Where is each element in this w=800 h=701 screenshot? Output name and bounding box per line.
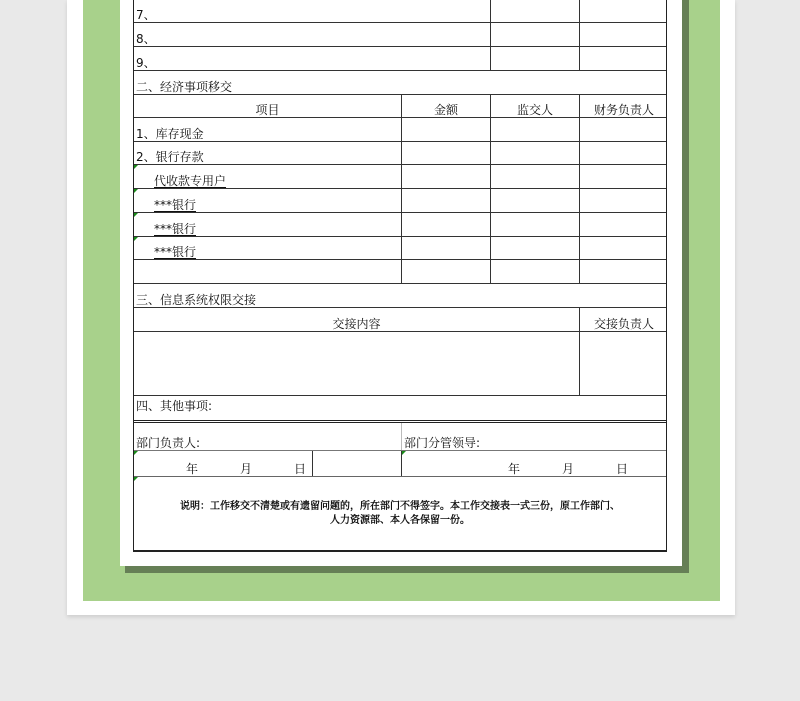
finance-head-cell[interactable] — [579, 165, 668, 188]
day-label: 日 — [294, 462, 307, 476]
content-cell[interactable] — [134, 332, 579, 395]
finance-head-cell[interactable] — [579, 118, 668, 141]
finance-head-cell[interactable] — [579, 237, 668, 259]
item-label: ***银行 — [154, 222, 197, 236]
supervisor-cell[interactable] — [490, 118, 579, 141]
cell[interactable] — [490, 0, 579, 22]
amount-cell[interactable] — [401, 142, 490, 164]
dept-leader-label: 部门分管领导: — [401, 423, 668, 450]
section4-title[interactable]: 四、其他事项: — [136, 399, 213, 413]
table-row — [134, 332, 666, 396]
item-label: ***银行 — [154, 245, 197, 259]
header-amount: 金额 — [401, 95, 490, 117]
finance-head-cell[interactable] — [579, 213, 668, 236]
dept-head-label: 部门负责人: — [136, 436, 201, 450]
cell[interactable] — [579, 23, 668, 46]
finance-head-cell[interactable] — [579, 189, 668, 212]
error-indicator-icon — [402, 451, 406, 455]
blank-cell[interactable] — [312, 451, 401, 476]
header-item: 项目 — [255, 103, 280, 117]
item-label: 1、库存现金 — [136, 127, 204, 141]
row-label: 7、 — [136, 8, 156, 22]
amount-cell[interactable] — [401, 118, 490, 141]
date-row — [134, 451, 666, 477]
table-row — [134, 142, 666, 165]
column-header-row — [134, 308, 666, 332]
month-label: 月 — [562, 462, 575, 476]
supervisor-cell[interactable] — [490, 165, 579, 188]
table-row — [134, 213, 666, 237]
supervisor-cell[interactable] — [490, 237, 579, 259]
error-indicator-icon — [134, 477, 138, 481]
amount-cell[interactable] — [401, 189, 490, 212]
table-row — [134, 237, 666, 260]
note-line-2: 人力资源部、本人各保留一份。 — [330, 515, 470, 526]
supervisor-cell[interactable] — [490, 260, 579, 283]
signature-row — [134, 423, 666, 451]
item-label[interactable] — [134, 260, 401, 283]
month-label: 月 — [240, 462, 253, 476]
amount-cell[interactable] — [401, 237, 490, 259]
header-content: 交接内容 — [332, 317, 381, 331]
amount-cell[interactable] — [401, 213, 490, 236]
item-label: 2、银行存款 — [136, 150, 204, 164]
supervisor-cell[interactable] — [490, 189, 579, 212]
table-row — [134, 260, 666, 284]
table-row — [134, 118, 666, 142]
cell[interactable] — [490, 23, 579, 46]
table-row — [134, 189, 666, 213]
year-label: 年 — [508, 462, 521, 476]
row-label: 9、 — [136, 56, 156, 70]
cell[interactable] — [579, 47, 668, 70]
supervisor-cell[interactable] — [490, 142, 579, 164]
table-row — [134, 47, 666, 71]
table-row — [134, 165, 666, 189]
dept-head-date[interactable] — [134, 451, 312, 476]
day-label: 日 — [616, 462, 629, 476]
table-row — [134, 0, 666, 23]
section-header — [134, 396, 666, 423]
amount-cell[interactable] — [401, 165, 490, 188]
section2-title: 二、经济事项移交 — [136, 80, 233, 94]
cell[interactable] — [490, 47, 579, 70]
dept-leader-date[interactable] — [401, 451, 668, 476]
column-header-row — [134, 95, 666, 118]
supervisor-cell[interactable] — [490, 213, 579, 236]
finance-head-cell[interactable] — [579, 142, 668, 164]
handover-table — [133, 0, 667, 552]
header-handover-person: 交接负责人 — [579, 308, 668, 331]
item-label: 代收款专用户 — [154, 174, 227, 188]
amount-cell[interactable] — [401, 260, 490, 283]
section-header — [134, 71, 666, 95]
note-line-1: 说明：工作移交不清楚或有遗留问题的，所在部门不得签字。本工作交接表一式三份，原工作部门、 — [180, 501, 620, 512]
note-text — [134, 500, 666, 528]
item-label: ***银行 — [154, 198, 197, 212]
table-row — [134, 23, 666, 47]
row-label: 8、 — [136, 32, 156, 46]
section3-title: 三、信息系统权限交接 — [136, 293, 257, 307]
section-header — [134, 284, 666, 308]
year-label: 年 — [186, 462, 199, 476]
header-finance-head: 财务负责人 — [579, 95, 668, 117]
header-supervisor: 监交人 — [490, 95, 579, 117]
cell[interactable] — [579, 0, 668, 22]
finance-head-cell[interactable] — [579, 260, 668, 283]
handover-person-cell[interactable] — [579, 332, 668, 395]
